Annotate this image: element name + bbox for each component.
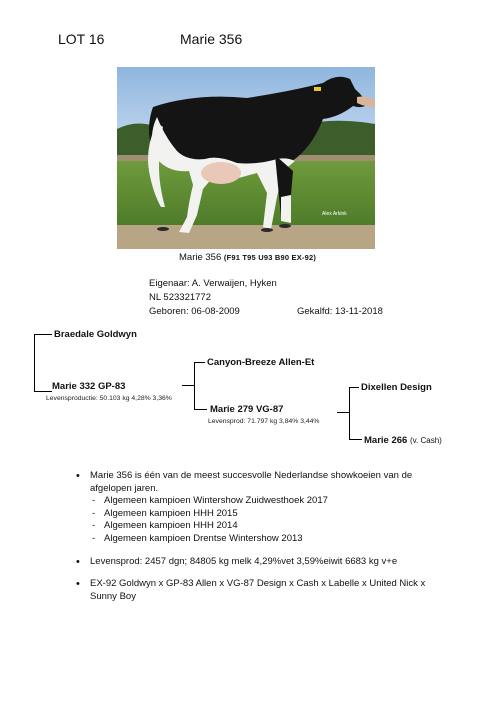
pedigree-line (182, 385, 194, 386)
dam-production: Levensproductie: 50.103 kg 4,28% 3,36% (46, 395, 172, 402)
sire-name: Braedale Goldwyn (54, 329, 137, 340)
greatgranddam-name: Marie 266 (364, 435, 408, 446)
title-item: - Algemeen kampioen Wintershow Zuidwesthoek 2017 (90, 495, 454, 508)
titles-list (90, 495, 454, 545)
pedigree-line (34, 334, 52, 335)
notes-intro-item (74, 470, 454, 546)
lot-number: LOT 16 (58, 31, 105, 47)
photo-watermark: Alex Arkink (322, 211, 347, 217)
caption-name: Marie 356 (179, 252, 222, 263)
cow-photo (117, 67, 375, 249)
granddam-name: Marie 279 VG-87 (210, 404, 284, 415)
title-item: - Algemeen kampioen Drentse Wintershow 2013 (90, 533, 454, 546)
registration-number: NL 523321772 (149, 292, 211, 303)
cow-name-title: Marie 356 (180, 31, 243, 47)
pedigree-line (194, 409, 207, 410)
birth-date: Geboren: 06-08-2009 (149, 306, 240, 317)
pedigree-line (337, 412, 349, 413)
owner-line: Eigenaar: A. Verwaijen, Hyken (149, 278, 277, 289)
caption-scores: (F91 T95 U93 B90 EX-92) (223, 253, 317, 262)
calving-date: Gekalfd: 13-11-2018 (297, 306, 383, 317)
title-item: - Algemeen kampioen HHH 2015 (90, 508, 454, 521)
dam-sire-name: Canyon-Breeze Allen-Et (207, 357, 315, 368)
title-item: - Algemeen kampioen HHH 2014 (90, 520, 454, 533)
notes-intro: Marie 356 is één van de meest succesvolle Nederlandse showkoeien van de afgelopen jaren. (90, 470, 413, 494)
pedigree-line (34, 391, 52, 392)
pedigree-line (349, 439, 362, 440)
greatgranddam-note: (v. Cash) (409, 436, 442, 445)
photo-caption (179, 252, 316, 263)
dam-name: Marie 332 GP-83 (52, 381, 126, 392)
greatgranddam (364, 435, 442, 446)
pedigree-line (349, 387, 359, 388)
pedigree-line (194, 362, 195, 410)
pedigree-line (349, 387, 350, 440)
production-item: • Levensprod: 2457 dgn; 84805 kg melk 4,29%vet 3,59%eiwit 6683 kg v+e (74, 556, 454, 569)
granddam-sire-name: Dixellen Design (361, 382, 432, 393)
lineage-item: • EX-92 Goldwyn x GP-83 Allen x VG-87 Design x Cash x Labelle x United Nick x Sunny Boy (74, 578, 454, 603)
granddam-production: Levensprod: 71.797 kg 3,84% 3,44% (208, 418, 320, 425)
pedigree-line (194, 362, 205, 363)
pedigree-line (34, 334, 35, 392)
notes-list (74, 470, 454, 613)
